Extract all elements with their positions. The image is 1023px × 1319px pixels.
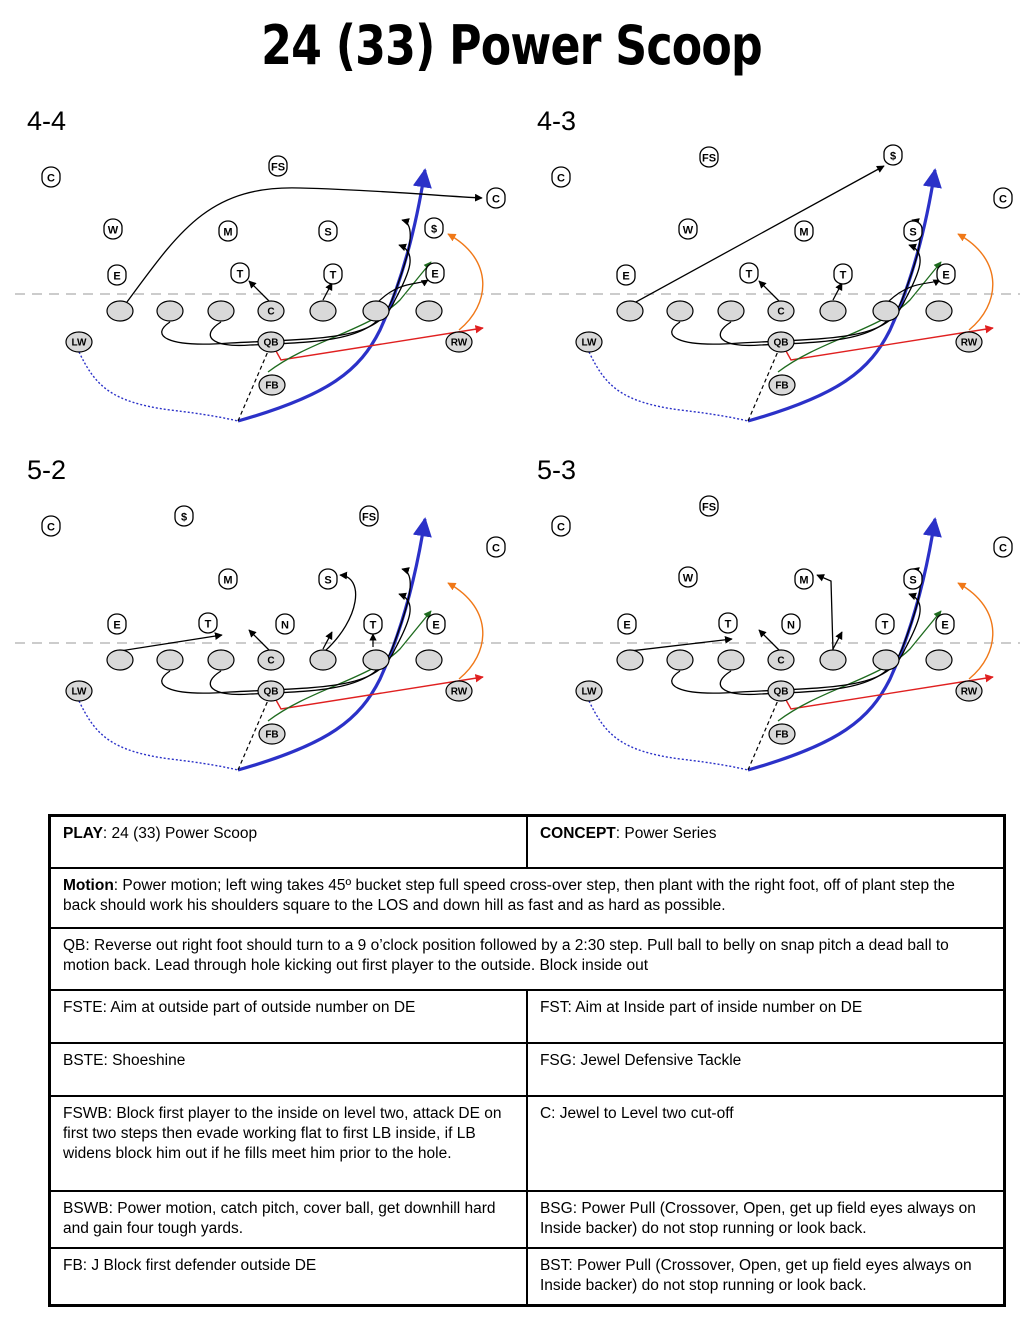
defender-t: [719, 613, 737, 633]
fste-cell: FSTE: Aim at outside part of outside number on DE: [50, 990, 527, 1043]
defender-t: [324, 264, 342, 284]
lineman-player: [667, 301, 693, 321]
lineman-player: [157, 301, 183, 321]
lineman-player: [617, 301, 643, 321]
bsg-cell: BSG: Power Pull (Crossover, Open, get up field eyes always on Inside backer) do not stop running or look back.: [527, 1191, 1005, 1248]
left-wing-player: [576, 332, 602, 352]
center-player: [768, 301, 794, 321]
defender-fs: [269, 156, 287, 176]
defender-fs: [360, 506, 378, 526]
guard-block: [833, 283, 842, 300]
lineman-player: [310, 301, 336, 321]
lineman-player: [820, 650, 846, 670]
formation-label-5-3: 5-3: [537, 455, 577, 485]
lineman-player: [873, 301, 899, 321]
svg-text:FS: FS: [701, 501, 717, 514]
center-player: [258, 650, 284, 670]
defender-e: [427, 614, 445, 634]
defender-w: [104, 219, 122, 239]
play-notes-table: [48, 814, 1006, 1307]
guard-block: [323, 632, 332, 649]
page-title: 24 (33) Power Scoop: [261, 14, 762, 77]
motion-cell: Motion: Power motion; left wing takes 45º bucket step full speed cross-over step, then plant with the right foot, off of plant step the back should work his shoulders square to the LOS and down hill as fast and as hard as possible.: [50, 868, 1005, 928]
lineman-player: [926, 650, 952, 670]
defender-s: [904, 569, 922, 589]
svg-text:$: $: [430, 223, 438, 236]
svg-text:T: T: [745, 268, 753, 281]
svg-text:W: W: [682, 224, 694, 237]
lineman-player: [718, 301, 744, 321]
defender-s: [319, 221, 337, 241]
svg-text:T: T: [839, 269, 847, 282]
svg-text:E: E: [113, 619, 121, 632]
lineman-player: [107, 301, 133, 321]
svg-text:FS: FS: [361, 511, 377, 524]
svg-text:T: T: [724, 618, 732, 631]
motion-path: [79, 701, 238, 770]
svg-text:W: W: [682, 572, 694, 585]
svg-text:FB: FB: [775, 380, 789, 392]
svg-text:T: T: [329, 269, 337, 282]
svg-text:S: S: [909, 226, 917, 239]
defender-c: [994, 188, 1012, 208]
defender-w: [679, 219, 697, 239]
svg-text:FB: FB: [265, 380, 279, 392]
defender-c: [994, 537, 1012, 557]
quarterback-player: [258, 681, 284, 701]
svg-text:C: C: [492, 193, 500, 206]
svg-text:M: M: [799, 226, 809, 239]
svg-text:RW: RW: [960, 337, 978, 349]
svg-text:E: E: [432, 619, 440, 632]
c-cell: C: Jewel to Level two cut-off: [527, 1096, 1005, 1191]
wing-path: [268, 262, 431, 372]
svg-text:T: T: [881, 619, 889, 632]
center-block: [249, 281, 270, 302]
svg-text:LW: LW: [71, 337, 87, 349]
svg-text:C: C: [267, 306, 275, 318]
defender-e: [108, 614, 126, 634]
backside-end-path: [127, 188, 482, 302]
quarterback-player: [768, 681, 794, 701]
svg-text:$: $: [889, 150, 897, 163]
defender-fs: [700, 147, 718, 167]
center-block: [759, 281, 780, 302]
fb-cell: FB: J Block first defender outside DE: [50, 1248, 527, 1306]
defender-c: [487, 188, 505, 208]
svg-text:QB: QB: [773, 686, 789, 698]
svg-text:M: M: [223, 226, 233, 239]
left-wing-player: [66, 681, 92, 701]
center-block: [249, 630, 270, 651]
lineman-player: [416, 301, 442, 321]
svg-text:C: C: [557, 521, 565, 534]
right-wing-player: [956, 681, 982, 701]
formation-label-4-4: 4-4: [27, 106, 67, 136]
lineman-player: [107, 650, 133, 670]
backside-end-path: [630, 639, 732, 651]
svg-text:C: C: [492, 542, 500, 555]
defender-t: [231, 263, 249, 283]
svg-text:E: E: [941, 619, 949, 632]
svg-text:T: T: [236, 268, 244, 281]
svg-text:RW: RW: [960, 686, 978, 698]
motion-path: [79, 352, 238, 421]
svg-text:M: M: [223, 574, 233, 587]
svg-text:T: T: [204, 618, 212, 631]
defender-t: [876, 614, 894, 634]
defender-m: [219, 569, 237, 589]
te-path: [448, 583, 483, 679]
te-path: [958, 583, 993, 679]
lineman-player: [208, 650, 234, 670]
defender-m: [795, 221, 813, 241]
defender-dollar: [425, 218, 443, 238]
svg-text:QB: QB: [263, 686, 279, 698]
svg-text:RW: RW: [450, 686, 468, 698]
defender-e: [936, 614, 954, 634]
lineman-player: [208, 301, 234, 321]
svg-text:E: E: [622, 270, 630, 283]
fullback-player: [769, 724, 795, 744]
defender-e: [108, 265, 126, 285]
svg-text:FB: FB: [775, 729, 789, 741]
svg-text:T: T: [369, 619, 377, 632]
svg-text:N: N: [281, 619, 289, 632]
te-path: [448, 234, 483, 330]
qb-cell: QB: Reverse out right foot should turn to a 9 o’clock position followed by a 2:30 step. Pull ball to belly on snap pitch a dead ball to motion back. Lead through hole kicking out first player to the outside. Block inside out: [50, 928, 1005, 990]
fullback-player: [259, 724, 285, 744]
defender-w: [679, 567, 697, 587]
left-wing-player: [66, 332, 92, 352]
lineman-player: [310, 650, 336, 670]
svg-text:FS: FS: [270, 161, 286, 174]
lineman-player: [820, 301, 846, 321]
bst-cell: BST: Power Pull (Crossover, Open, get up field eyes always on Inside backer) do not stop running or look back.: [527, 1248, 1005, 1306]
svg-text:C: C: [999, 542, 1007, 555]
formation-label-4-3: 4-3: [537, 106, 577, 136]
svg-text:$: $: [180, 511, 188, 524]
defender-dollar: [175, 506, 193, 526]
lineman-player: [363, 650, 389, 670]
guard-climb: [817, 575, 833, 651]
defender-e: [937, 264, 955, 284]
svg-text:FS: FS: [701, 152, 717, 165]
defender-e: [426, 263, 444, 283]
lineman-player: [363, 301, 389, 321]
svg-text:E: E: [113, 270, 121, 283]
guard-block: [323, 283, 332, 300]
defender-t: [834, 264, 852, 284]
lineman-player: [926, 301, 952, 321]
svg-text:C: C: [47, 172, 55, 185]
defender-m: [795, 569, 813, 589]
svg-text:E: E: [942, 269, 950, 282]
right-wing-player: [446, 332, 472, 352]
right-wing-player: [446, 681, 472, 701]
fullback-player: [259, 375, 285, 395]
lineman-player: [416, 650, 442, 670]
center-block: [759, 630, 780, 651]
svg-text:S: S: [324, 574, 332, 587]
te-path: [958, 234, 993, 330]
bste-cell: BSTE: Shoeshine: [50, 1043, 527, 1096]
motion-path: [589, 352, 748, 421]
fst-cell: FST: Aim at Inside part of inside number on DE: [527, 990, 1005, 1043]
svg-text:C: C: [999, 193, 1007, 206]
lineman-player: [718, 650, 744, 670]
svg-text:LW: LW: [71, 686, 87, 698]
defender-e: [618, 614, 636, 634]
svg-text:C: C: [777, 655, 785, 667]
defender-t: [740, 263, 758, 283]
svg-text:FB: FB: [265, 729, 279, 741]
svg-text:S: S: [324, 226, 332, 239]
defender-c: [42, 516, 60, 536]
svg-text:E: E: [431, 268, 439, 281]
wing-path: [778, 611, 941, 721]
svg-text:N: N: [787, 619, 795, 632]
defender-c: [487, 537, 505, 557]
svg-text:RW: RW: [450, 337, 468, 349]
defender-c: [42, 167, 60, 187]
wing-path: [778, 262, 941, 372]
defender-m: [219, 221, 237, 241]
defender-c: [552, 167, 570, 187]
svg-text:W: W: [107, 224, 119, 237]
lineman-player: [873, 650, 899, 670]
guard-block: [833, 632, 842, 649]
concept-cell: CONCEPT: Power Series: [527, 816, 1005, 868]
svg-text:LW: LW: [581, 337, 597, 349]
defender-fs: [700, 496, 718, 516]
svg-text:C: C: [777, 306, 785, 318]
fsg-cell: FSG: Jewel Defensive Tackle: [527, 1043, 1005, 1096]
defender-e: [617, 265, 635, 285]
formation-label-5-2: 5-2: [27, 455, 67, 485]
left-wing-player: [576, 681, 602, 701]
defender-s: [319, 569, 337, 589]
quarterback-player: [768, 332, 794, 352]
lineman-player: [617, 650, 643, 670]
svg-text:E: E: [623, 619, 631, 632]
center-player: [768, 650, 794, 670]
svg-text:LW: LW: [581, 686, 597, 698]
lineman-player: [667, 650, 693, 670]
fswb-cell: FSWB: Block first player to the inside on level two, attack DE on first two steps then evade working flat to first LB inside, if LB widens block him out if he fills meet him prior to the hole.: [50, 1096, 527, 1191]
svg-text:C: C: [47, 521, 55, 534]
defender-dollar: [884, 145, 902, 165]
defender-n: [782, 614, 800, 634]
center-player: [258, 301, 284, 321]
svg-text:S: S: [909, 574, 917, 587]
defender-t: [199, 613, 217, 633]
defender-s: [904, 221, 922, 241]
svg-text:C: C: [557, 172, 565, 185]
defender-n: [276, 614, 294, 634]
fullback-player: [769, 375, 795, 395]
defender-t: [364, 614, 382, 634]
svg-text:QB: QB: [773, 337, 789, 349]
svg-text:QB: QB: [263, 337, 279, 349]
defender-c: [552, 516, 570, 536]
lineman-player: [157, 650, 183, 670]
play-cell: PLAY: 24 (33) Power Scoop: [50, 816, 527, 868]
svg-text:C: C: [267, 655, 275, 667]
svg-text:M: M: [799, 574, 809, 587]
bswb-cell: BSWB: Power motion, catch pitch, cover ball, get downhill hard and gain four tough yards.: [50, 1191, 527, 1248]
quarterback-player: [258, 332, 284, 352]
motion-path: [589, 701, 748, 770]
right-wing-player: [956, 332, 982, 352]
